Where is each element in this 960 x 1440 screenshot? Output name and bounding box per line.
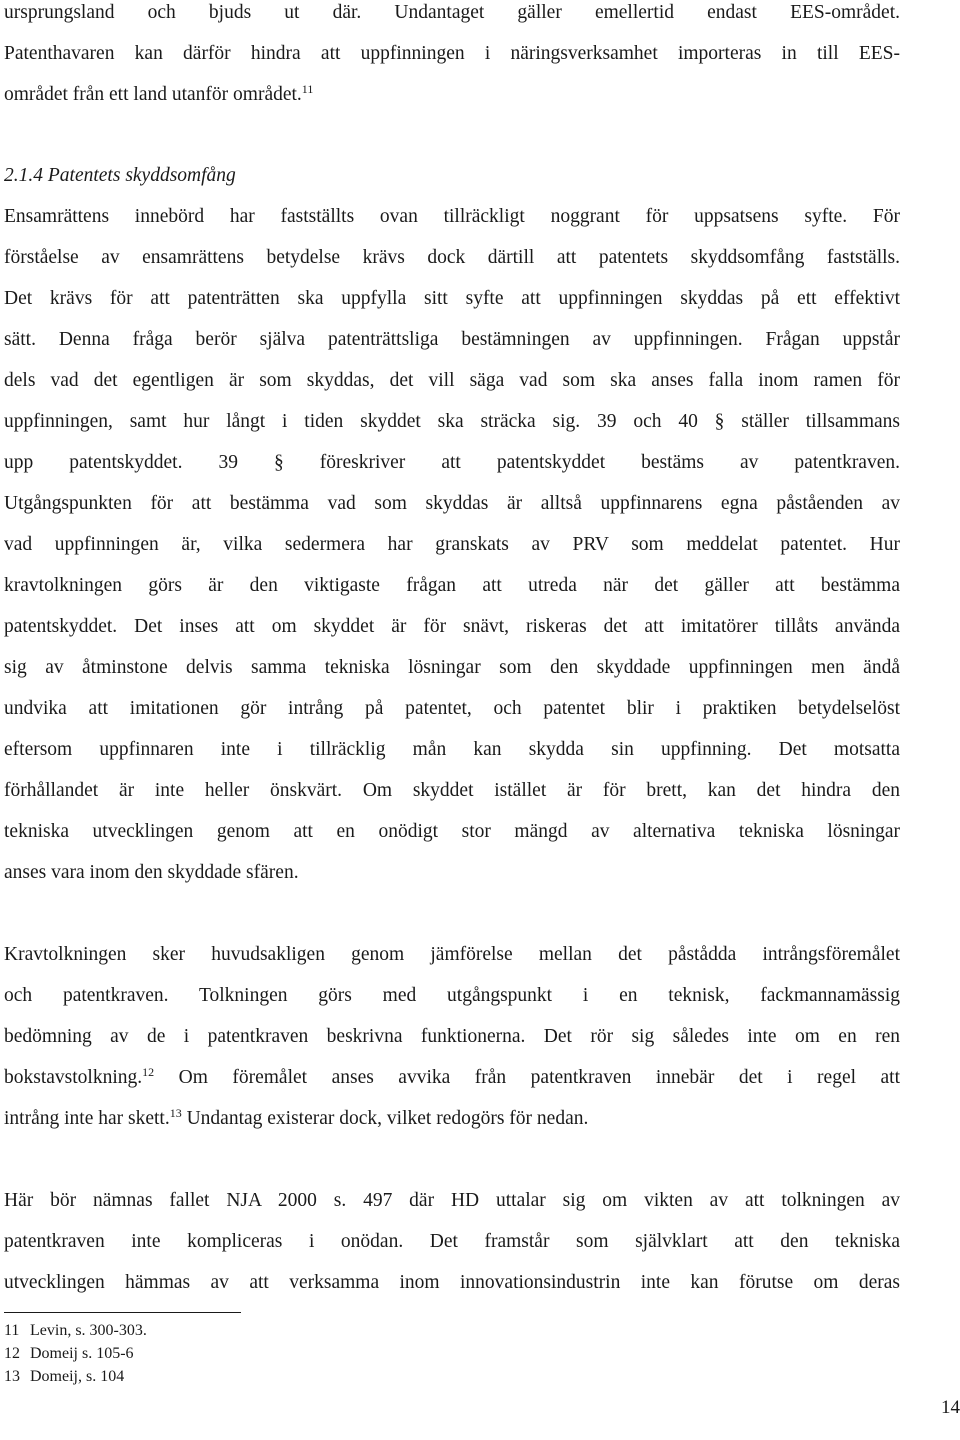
- text-line: anses vara inom den skyddade sfären.: [4, 862, 299, 883]
- text-line: patentskyddet. Det inses att om skyddet är för snävt, riskeras det att imitatörer tillåts använda: [4, 616, 900, 637]
- footnote-text: Domeij, s. 104: [30, 1368, 125, 1385]
- text-line: Kravtolkningen sker huvudsakligen genom jämförelse mellan det påstådda intrångsföremålet: [4, 944, 900, 965]
- text-line: sätt. Denna fråga berör själva patenträttsliga bestämningen av uppfinningen. Frågan uppstår: [4, 329, 900, 350]
- text-line: förhållandet är inte heller önskvärt. Om skyddet istället är för brett, kan det hindra den: [4, 780, 900, 801]
- footnote: [4, 1344, 134, 1364]
- text-line: Här bör nämnas fallet NJA 2000 s. 497 där HD uttalar sig om vikten av att tolkningen av: [4, 1190, 900, 1211]
- text-line: patentkraven inte kompliceras i onödan. Det framstår som självklart att den tekniska: [4, 1231, 900, 1252]
- footnote-number: 11: [4, 1322, 20, 1339]
- footnote: [4, 1321, 147, 1341]
- footnote-ref: 12: [142, 1065, 155, 1079]
- text-line: tekniska utvecklingen genom att en onödigt stor mängd av alternativa tekniska lösningar: [4, 821, 900, 842]
- text-line: upp patentskyddet. 39 § föreskriver att patentskyddet bestäms av patentkraven.: [4, 452, 900, 473]
- text-line: bedömning av de i patentkraven beskrivna funktionerna. Det rör sig således inte om en ren: [4, 1026, 900, 1047]
- text-line: undvika att imitationen gör intrång på patentet, och patentet blir i praktiken betydelselöst: [4, 698, 900, 719]
- text-line: förståelse av ensamrättens betydelse krävs dock därtill att patentets skyddsomfång fastställs.: [4, 247, 900, 268]
- text-line: [4, 1107, 900, 1131]
- text-line: uppfinningen, samt hur långt i tiden skyddet ska sträcka sig. 39 och 40 § ställer tillsammans: [4, 411, 900, 432]
- text-line: dels vad det egentligen är som skyddas, det vill säga vad som ska anses falla inom ramen för: [4, 370, 900, 391]
- text-line: Det krävs för att patenträtten ska uppfylla sitt syfte att uppfinningen skyddas på ett effektivt: [4, 288, 900, 309]
- text-segment: bokstavstolkning.: [4, 1067, 143, 1088]
- text-line: utvecklingen hämmas av att verksamma inom innovationsindustrin inte kan förutse om deras: [4, 1272, 900, 1293]
- page-number: 14: [941, 1397, 960, 1418]
- footnote-text: Domeij s. 105-6: [30, 1345, 134, 1362]
- text-segment: Undantag existerar dock, vilket redogörs för nedan.: [181, 1108, 589, 1129]
- text-line: kravtolkningen görs är den viktigaste frågan att utreda när det gäller att bestämma: [4, 575, 900, 596]
- text-line: sig av åtminstone delvis samma tekniska lösningar som den skyddade uppfinningen men ändå: [4, 657, 900, 678]
- footnote-number: 12: [4, 1345, 20, 1362]
- text-line: [4, 1066, 900, 1090]
- footnote: [4, 1367, 124, 1387]
- text-line: Patenthavaren kan därför hindra att uppfinningen i näringsverksamhet importeras in till EES-: [4, 43, 900, 64]
- footnote-ref: 11: [301, 82, 314, 96]
- footnote-number: 13: [4, 1368, 20, 1385]
- text-line: och patentkraven. Tolkningen görs med utgångspunkt i en teknisk, fackmannamässig: [4, 985, 900, 1006]
- footnote-text: Levin, s. 300-303.: [30, 1322, 147, 1339]
- text-line: Ensamrättens innebörd har fastställts ovan tillräckligt noggrant för uppsatsens syfte. För: [4, 206, 900, 227]
- footnote-divider: [4, 1312, 241, 1313]
- text-segment: intrång inte har skett.: [4, 1108, 170, 1129]
- text-line: [4, 83, 900, 107]
- text-line: vad uppfinningen är, vilka sedermera har granskats av PRV som meddelat patentet. Hur: [4, 534, 900, 555]
- text-segment: Om föremålet anses avvika från patentkraven innebär det i regel att: [154, 1067, 900, 1088]
- text-segment: området från ett land utanför området.: [4, 84, 302, 105]
- section-heading: 2.1.4 Patentets skyddsomfång: [4, 165, 236, 186]
- text-line: ursprungsland och bjuds ut där. Undantaget gäller emellertid endast EES-området.: [4, 2, 900, 23]
- text-line: Utgångspunkten för att bestämma vad som skyddas är alltså uppfinnarens egna påståenden av: [4, 493, 900, 514]
- footnote-ref: 13: [169, 1106, 182, 1120]
- text-line: eftersom uppfinnaren inte i tillräcklig mån kan skydda sin uppfinning. Det motsatta: [4, 739, 900, 760]
